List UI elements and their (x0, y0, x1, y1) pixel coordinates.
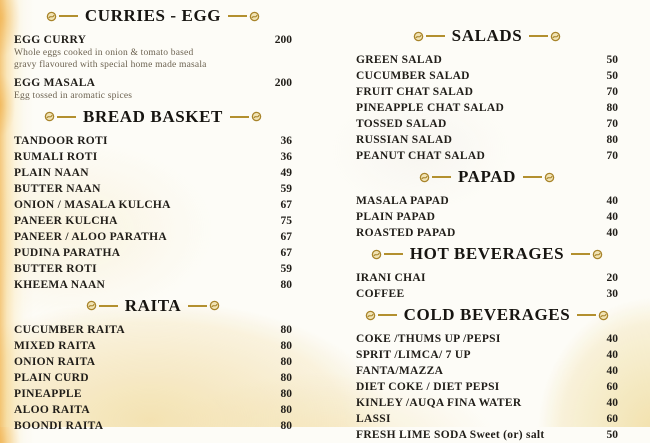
header-ornament-right (577, 310, 609, 321)
ornament-dash (59, 15, 78, 17)
item-name: ONION RAITA (14, 355, 96, 368)
menu-item-row (14, 181, 292, 197)
ornament-dash (432, 176, 451, 178)
knot-icon (251, 111, 262, 122)
menu-item-row (14, 32, 292, 48)
menu-item-row (14, 338, 292, 354)
item-price: 80 (606, 134, 618, 146)
item-name: RUSSIAN SALAD (356, 134, 453, 146)
item-price: 70 (606, 118, 618, 130)
item-price: 50 (606, 54, 618, 66)
section-header (356, 305, 618, 325)
item-price: 20 (606, 272, 618, 284)
item-name: MIXED RAITA (14, 339, 96, 352)
menu-item-row (14, 165, 292, 181)
section-title: BREAD BASKET (83, 106, 223, 126)
section-title: PAPAD (457, 167, 517, 186)
knot-icon (413, 31, 424, 42)
menu-item-row (14, 354, 292, 370)
header-ornament-left (44, 111, 76, 122)
item-name: CUCUMBER RAITA (14, 323, 126, 336)
item-name: SPRIT /LIMCA/ 7 UP (356, 349, 471, 361)
item-name: GREEN SALAD (356, 54, 443, 66)
menu-item-row (14, 133, 292, 149)
menu-item-row (356, 331, 618, 347)
item-price: 30 (606, 288, 618, 300)
ornament-dash (230, 116, 249, 118)
item-price: 49 (280, 166, 292, 179)
menu-item-row (14, 261, 292, 277)
knot-icon (550, 31, 561, 42)
ornament-dash (188, 305, 207, 307)
ornament-dash (529, 35, 548, 37)
item-price: 67 (280, 230, 292, 243)
menu-item-row (356, 209, 618, 225)
item-name: BUTTER NAAN (14, 182, 101, 195)
header-ornament-left (365, 310, 397, 321)
header-ornament-left (371, 249, 403, 260)
ornament-dash (99, 305, 118, 307)
item-name: ALOO RAITA (14, 403, 90, 416)
item-price: 80 (280, 371, 292, 384)
item-price: 50 (606, 70, 618, 82)
menu-item-row (356, 84, 618, 100)
item-price: 40 (606, 195, 618, 207)
item-price: 75 (280, 214, 292, 227)
item-name: IRANI CHAI (356, 272, 426, 284)
item-name: KINLEY /AUQA FINA WATER (356, 397, 522, 409)
item-name: FRESH LIME SODA Sweet (or) salt (356, 429, 545, 441)
item-description (14, 91, 292, 103)
item-name: PINEAPPLE CHAT SALAD (356, 102, 505, 114)
section-header (356, 26, 618, 46)
knot-icon (365, 310, 376, 321)
section-header (14, 6, 292, 26)
item-price: 40 (606, 211, 618, 223)
header-ornament-left (419, 172, 451, 183)
menu-item-row (356, 193, 618, 209)
item-price: 80 (280, 419, 292, 432)
knot-icon (419, 172, 430, 183)
knot-icon (249, 11, 260, 22)
item-name: KHEEMA NAAN (14, 278, 106, 291)
item-price: 60 (606, 413, 618, 425)
description-line: Egg tossed in aromatic spices (14, 91, 133, 101)
item-price: 80 (280, 323, 292, 336)
item-name: DIET COKE / DIET PEPSI (356, 381, 500, 393)
header-ornament-right (571, 249, 603, 260)
menu-item-row (14, 149, 292, 165)
header-ornament-right (523, 172, 555, 183)
item-price: 80 (280, 355, 292, 368)
knot-icon (46, 11, 57, 22)
menu-item-row (14, 213, 292, 229)
header-ornament-left (413, 31, 445, 42)
menu-item-row (14, 370, 292, 386)
item-price: 36 (280, 134, 292, 147)
menu-item-row (14, 386, 292, 402)
menu-item-row (356, 427, 618, 443)
menu-item-row (356, 132, 618, 148)
item-name: FRUIT CHAT SALAD (356, 86, 474, 98)
item-name: CUCUMBER SALAD (356, 70, 470, 82)
menu-item-row (14, 245, 292, 261)
item-name: LASSI (356, 413, 391, 425)
menu-item-row (356, 148, 618, 164)
item-name: MASALA PAPAD (356, 195, 449, 207)
item-price: 70 (606, 86, 618, 98)
knot-icon (544, 172, 555, 183)
item-name: BUTTER ROTI (14, 262, 97, 275)
item-name: COKE /THUMS UP /PEPSI (356, 333, 501, 345)
item-price: 59 (280, 182, 292, 195)
item-price: 40 (606, 365, 618, 377)
item-name: ROASTED PAPAD (356, 227, 456, 239)
menu-column-left (0, 0, 330, 432)
section-title: HOT BEVERAGES (409, 244, 565, 263)
item-price: 80 (280, 339, 292, 352)
section-header (356, 244, 618, 264)
menu-item-row (356, 286, 618, 302)
item-name: PLAIN NAAN (14, 166, 89, 179)
menu-item-row (14, 229, 292, 245)
item-name: PINEAPPLE (14, 387, 82, 400)
item-price: 80 (606, 102, 618, 114)
ornament-dash (228, 15, 247, 17)
ornament-dash (378, 314, 397, 316)
header-ornament-right (228, 11, 260, 22)
item-name: ONION / MASALA KULCHA (14, 198, 171, 211)
item-price: 80 (280, 387, 292, 400)
knot-icon (44, 111, 55, 122)
menu-item-row (14, 277, 292, 293)
item-name: TOSSED SALAD (356, 118, 447, 130)
menu-item-row (356, 347, 618, 363)
item-name: PANEER / ALOO PARATHA (14, 230, 167, 243)
header-ornament-left (86, 300, 118, 311)
description-line: gravy flavoured with special home made masala (14, 59, 207, 70)
ornament-dash (426, 35, 445, 37)
section-header (356, 167, 618, 187)
section-header (14, 107, 292, 127)
menu-item-row (14, 322, 292, 338)
item-name: EGG CURRY (14, 34, 87, 46)
item-price: 36 (280, 150, 292, 163)
item-name: BOONDI RAITA (14, 419, 104, 432)
item-price: 200 (274, 77, 292, 89)
item-price: 67 (280, 246, 292, 259)
item-price: 67 (280, 198, 292, 211)
ornament-dash (523, 176, 542, 178)
header-ornament-right (230, 111, 262, 122)
item-name: TANDOOR ROTI (14, 134, 108, 147)
menu-item-row (356, 100, 618, 116)
menu-item-row (356, 363, 618, 379)
item-name: EGG MASALA (14, 77, 96, 89)
item-price: 70 (606, 150, 618, 162)
ornament-dash (57, 116, 76, 118)
item-name: PUDINA PARATHA (14, 246, 121, 259)
item-name: COFFEE (356, 288, 405, 300)
item-price: 59 (280, 262, 292, 275)
item-price: 80 (280, 403, 292, 416)
knot-icon (598, 310, 609, 321)
knot-icon (592, 249, 603, 260)
ornament-dash (384, 253, 403, 255)
menu-item-row (356, 225, 618, 241)
item-name: RUMALI ROTI (14, 150, 98, 163)
section-title: RAITA (124, 295, 182, 315)
item-price: 50 (606, 429, 618, 441)
menu-item-row (356, 411, 618, 427)
item-name: PANEER KULCHA (14, 214, 118, 227)
menu-item-row (14, 75, 292, 91)
ornament-dash (571, 253, 590, 255)
item-name: PEANUT CHAT SALAD (356, 150, 486, 162)
section-title: CURRIES - EGG (84, 6, 222, 25)
knot-icon (209, 300, 220, 311)
item-name: FANTA/MAZZA (356, 365, 444, 377)
item-name: PLAIN CURD (14, 371, 89, 384)
item-price: 200 (274, 34, 292, 46)
item-name: PLAIN PAPAD (356, 211, 436, 223)
ornament-dash (577, 314, 596, 316)
item-price: 40 (606, 397, 618, 409)
item-price: 40 (606, 227, 618, 239)
menu-item-row (14, 418, 292, 434)
menu-item-row (14, 197, 292, 213)
description-line: Whole eggs cooked in onion & tomato based (14, 48, 194, 58)
header-ornament-right (188, 300, 220, 311)
item-description (14, 48, 292, 71)
menu-item-row (356, 270, 618, 286)
header-ornament-right (529, 31, 561, 42)
menu-item-row (356, 68, 618, 84)
item-price: 40 (606, 349, 618, 361)
item-price: 80 (280, 278, 292, 291)
menu-item-row (14, 402, 292, 418)
section-title: COLD BEVERAGES (403, 305, 571, 324)
menu-column-right (330, 0, 650, 441)
menu-item-row (356, 116, 618, 132)
item-price: 60 (606, 381, 618, 393)
header-ornament-left (46, 11, 78, 22)
menu-item-row (356, 52, 618, 68)
menu-item-row (356, 379, 618, 395)
section-title: SALADS (451, 26, 523, 45)
menu-item-row (356, 395, 618, 411)
knot-icon (371, 249, 382, 260)
section-header (14, 296, 292, 316)
item-price: 40 (606, 333, 618, 345)
knot-icon (86, 300, 97, 311)
